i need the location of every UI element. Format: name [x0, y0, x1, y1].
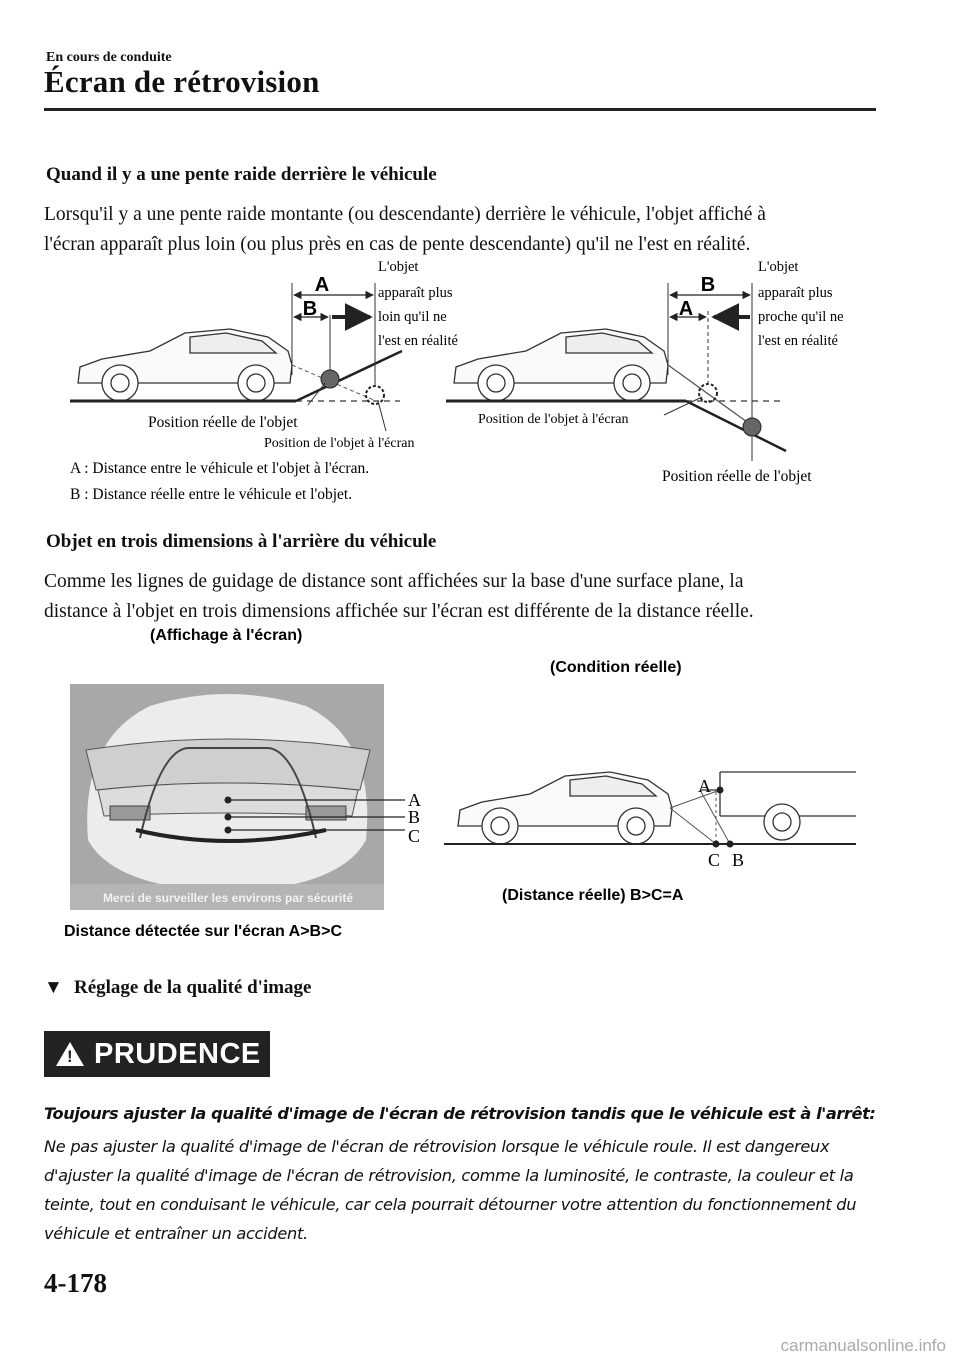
three-d-heading: Objet en trois dimensions à l'arrière du véhicule — [46, 531, 437, 552]
screen-label-a: A — [408, 790, 421, 810]
caution-headline: Toujours ajuster la qualité d'image de l'écran de rétrovision tandis que le véhicule est à l'arrêt: — [44, 1104, 876, 1123]
slope-heading: Quand il y a une pente raide derrière le véhicule — [46, 164, 437, 185]
screen-label-b: B — [408, 807, 421, 827]
caution-badge — [44, 1031, 270, 1077]
real-label-a: A — [698, 776, 711, 796]
page-number: 4-178 — [44, 1268, 107, 1298]
right-car — [454, 329, 668, 401]
image-quality-heading: Réglage de la qualité d'image — [74, 977, 312, 998]
right-real-position: Position réelle de l'objet — [662, 468, 812, 485]
right-note-line-3: proche qu'il ne — [758, 309, 844, 325]
title-divider — [44, 108, 876, 111]
real-label-b: B — [732, 850, 745, 870]
right-note-line-4: l'est en réalité — [758, 333, 838, 349]
left-note-line-4: l'est en réalité — [378, 333, 458, 349]
left-note-line-3: loin qu'il ne — [378, 309, 447, 325]
left-screen-position: Position de l'objet à l'écran — [264, 436, 415, 451]
watermark: carmanualsonline.info — [780, 1336, 946, 1355]
left-note-line-1: L'objet — [378, 259, 419, 275]
real-condition-title: (Condition réelle) — [550, 659, 682, 676]
slope-diagram — [40, 255, 920, 505]
page-title: Écran de rétrovision — [44, 64, 320, 99]
left-label-b: B — [302, 298, 318, 320]
left-note-line-2: apparaît plus — [378, 285, 453, 301]
left-real-position: Position réelle de l'objet — [148, 414, 298, 431]
legend-b: B : Distance réelle entre le véhicule et l'objet. — [70, 486, 353, 503]
left-label-a: A — [314, 274, 330, 296]
left-car — [78, 329, 292, 401]
right-note-line-1: L'objet — [758, 259, 799, 275]
warning-icon: ! — [56, 1042, 84, 1066]
three-d-diagram — [40, 620, 920, 950]
slope-paragraph-line1: Lorsqu'il y a une pente raide montante (ou descendante) derrière le véhicule, l'objet affiché à — [44, 204, 766, 225]
screen-safety-message: Merci de surveiller les environs par sécurité — [102, 891, 354, 905]
slope-paragraph-line2: l'écran apparaît plus loin (ou plus près en cas de pente descendante) qu'il ne l'est en réalité. — [44, 234, 751, 255]
real-caption: (Distance réelle) B>C=A — [502, 887, 684, 904]
trailer — [700, 772, 856, 840]
right-label-a: A — [678, 298, 694, 320]
subsection-marker: ▼ — [44, 977, 63, 998]
three-d-paragraph-line2: distance à l'objet en trois dimensions affichée sur l'écran est différente de la distance réelle. — [44, 601, 754, 622]
screen-display-title: (Affichage à l'écran) — [150, 627, 303, 644]
right-screen-position: Position de l'objet à l'écran — [478, 412, 629, 427]
real-car — [458, 772, 672, 844]
screen-view — [70, 684, 405, 910]
right-label-b: B — [700, 274, 716, 296]
screen-caption: Distance détectée sur l'écran A>B>C — [64, 923, 342, 940]
real-label-c: C — [708, 850, 721, 870]
right-note-line-2: apparaît plus — [758, 285, 833, 301]
section-label: En cours de conduite — [46, 50, 172, 65]
three-d-paragraph-line1: Comme les lignes de guidage de distance sont affichées sur la base d'une surface plane, la — [44, 571, 744, 592]
caution-label: PRUDENCE — [94, 1037, 261, 1070]
legend-a: A : Distance entre le véhicule et l'objet à l'écran. — [70, 460, 370, 477]
caution-body: Ne pas ajuster la qualité d'image de l'écran de rétrovision lorsque le véhicule roule. Il est dangereux d'ajuster la qualité d'image de l'écran de rétrovision, comme la luminosité, le contraste, la couleur et la teinte, tout en conduisant le véhicule, car cela pourrait détourner votre attention du fonctionnement du véhicule et entraîner un accident. — [44, 1137, 857, 1243]
screen-label-c: C — [408, 826, 421, 846]
